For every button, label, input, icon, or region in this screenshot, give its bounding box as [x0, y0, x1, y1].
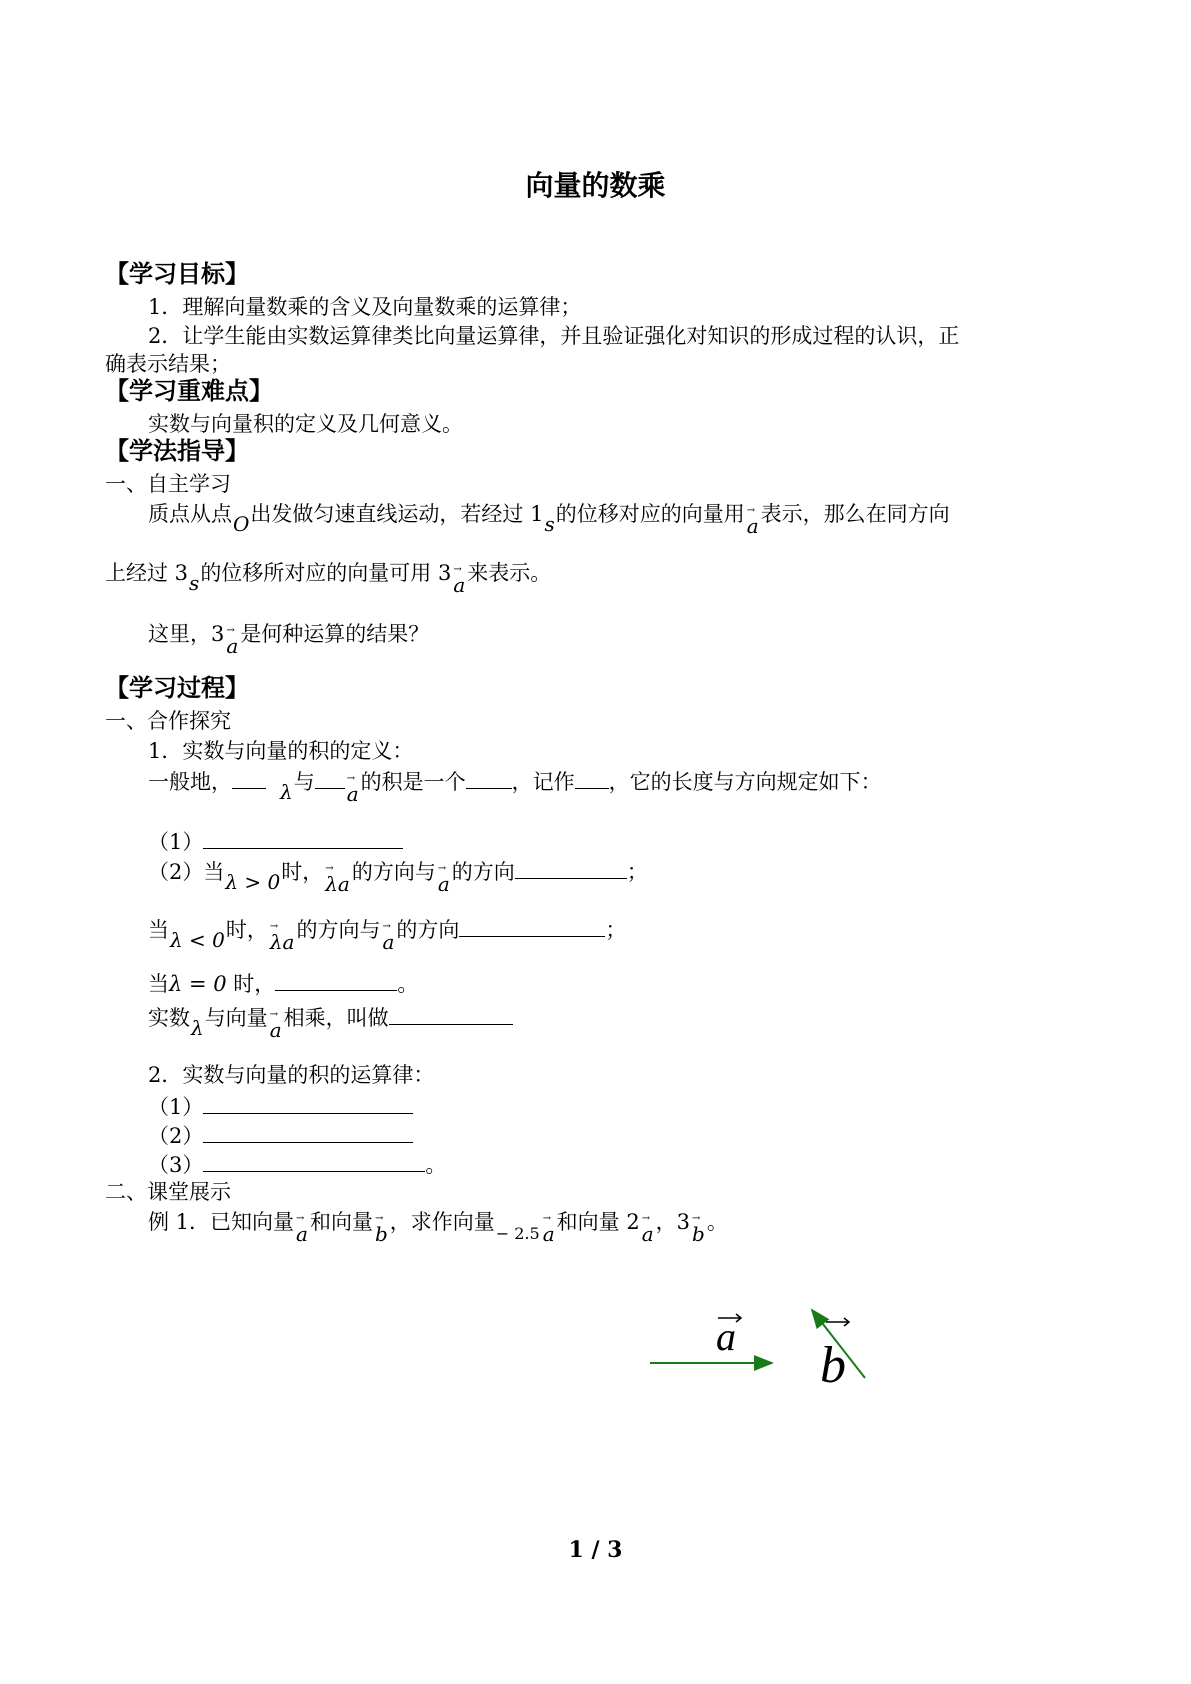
example-1	[148, 1208, 728, 1246]
key-points-heading: 【学习重难点】	[105, 377, 273, 405]
process-heading: 【学习过程】	[105, 674, 249, 702]
vector-a: → a	[382, 928, 394, 956]
unit-s: s	[544, 512, 555, 536]
text: 相乘，叫做	[283, 1006, 389, 1030]
page-number: 1 / 3	[568, 1537, 623, 1563]
vector-lambda-a: → λa	[270, 928, 295, 956]
rule-2	[148, 856, 648, 896]
rule-1	[148, 826, 403, 856]
text: （3）	[148, 1153, 204, 1177]
unit-s: s	[189, 571, 200, 595]
law-2	[148, 1120, 413, 1150]
rule-5	[148, 1002, 513, 1042]
text: 与	[293, 770, 315, 794]
text: 当	[148, 918, 169, 942]
blank[interactable]	[203, 1149, 425, 1172]
text: 。	[425, 1153, 447, 1177]
text: 的积是一个	[360, 770, 466, 794]
text: ，记作	[511, 770, 575, 794]
text: 和向量 2	[556, 1210, 640, 1234]
method-paragraph-1	[148, 500, 950, 538]
blank[interactable]	[232, 766, 266, 789]
goal-item-1: 1．理解向量数乘的含义及向量数乘的运算律；	[148, 295, 582, 319]
blank[interactable]	[315, 766, 345, 789]
blank[interactable]	[459, 914, 605, 937]
blank[interactable]	[515, 856, 627, 879]
text: 当	[148, 972, 169, 996]
method-paragraph-2	[105, 559, 552, 597]
text: 的方向与	[351, 860, 436, 884]
rule-3	[148, 914, 627, 954]
blank[interactable]	[275, 968, 397, 991]
vector-a: → a	[270, 1016, 282, 1044]
text: 时，	[225, 918, 268, 942]
vector-a: → a	[296, 1220, 308, 1248]
condition: λ < 0	[170, 928, 225, 952]
goal-item-2-cont: 确表示结果；	[105, 352, 231, 376]
text: （1）	[148, 830, 204, 854]
vector-a: → a	[453, 571, 465, 599]
text: 时，	[281, 860, 324, 884]
law-3	[148, 1149, 446, 1179]
page-title: 向量的数乘	[525, 169, 666, 202]
vector-b-label: b	[820, 1337, 846, 1394]
text: 的方向与	[296, 918, 381, 942]
text: 这里，3	[148, 622, 225, 646]
text: 的方向	[451, 860, 515, 884]
text: ；	[605, 918, 627, 942]
text: 质点从点	[148, 502, 232, 526]
vector-a-label: a	[716, 1314, 736, 1359]
lambda-symbol: λ	[280, 780, 293, 804]
classroom-subheading: 二、课堂展示	[105, 1180, 231, 1204]
key-points-text: 实数与向量积的定义及几何意义。	[148, 412, 463, 436]
condition: λ = 0	[169, 972, 227, 996]
text: 的位移所对应的向量可用 3	[200, 561, 452, 585]
method-heading: 【学法指导】	[105, 437, 249, 465]
text: （2）	[148, 1124, 204, 1148]
method-question	[148, 620, 430, 658]
cooperative-subheading: 一、合作探究	[105, 709, 231, 733]
vector-a: → a	[747, 512, 759, 540]
text: 实数	[148, 1006, 190, 1030]
text: 时，	[226, 972, 276, 996]
text: 的方向	[396, 918, 460, 942]
blank[interactable]	[203, 1120, 413, 1143]
lambda-symbol: λ	[191, 1016, 204, 1040]
text: ，求作向量	[389, 1210, 495, 1234]
law-title: 2．实数与向量的积的运算律：	[148, 1063, 435, 1087]
self-study-subheading: 一、自主学习	[105, 472, 231, 496]
text: 例 1．已知向量	[148, 1210, 295, 1234]
vector-b: → b	[375, 1220, 388, 1248]
goal-item-2: 2．让学生能由实数运算律类比向量运算律，并且验证强化对知识的形成过程的认识，正	[148, 324, 960, 348]
text: 与向量	[204, 1006, 268, 1030]
text: （2）当	[148, 860, 225, 884]
blank[interactable]	[203, 826, 403, 849]
blank[interactable]	[466, 766, 512, 789]
coefficient: − 2.5	[495, 1224, 540, 1243]
text: 是何种运算的结果？	[240, 622, 430, 646]
text: 的位移对应的向量用	[555, 502, 745, 526]
goals-heading: 【学习目标】	[105, 260, 249, 288]
vector-a: → a	[543, 1220, 555, 1248]
text: （1）	[148, 1095, 204, 1119]
text: 。	[397, 972, 419, 996]
text: ，它的长度与方向规定如下：	[608, 770, 882, 794]
text: 上经过 3	[105, 561, 189, 585]
blank[interactable]	[575, 766, 609, 789]
text: 。	[706, 1210, 728, 1234]
definition-sentence	[148, 766, 882, 806]
blank[interactable]	[389, 1002, 513, 1025]
text: 来表示。	[467, 561, 552, 585]
vector-a: → a	[438, 870, 450, 898]
vector-figure	[640, 1270, 880, 1400]
vector-b: → b	[692, 1220, 705, 1248]
text: 表示，那么在同方向	[760, 502, 950, 526]
point-o: O	[233, 512, 250, 536]
vector-a: → a	[347, 780, 359, 808]
text: 一般地，	[148, 770, 232, 794]
vector-a: → a	[226, 632, 238, 660]
text: 出发做匀速直线运动，若经过 1	[250, 502, 544, 526]
vector-lambda-a: → λa	[325, 870, 350, 898]
definition-title: 1．实数与向量的积的定义：	[148, 739, 414, 763]
text: 和向量	[309, 1210, 373, 1234]
vector-a: → a	[642, 1220, 654, 1248]
text: ；	[626, 860, 648, 884]
blank[interactable]	[203, 1091, 413, 1114]
law-1	[148, 1091, 413, 1121]
condition: λ > 0	[225, 870, 281, 894]
text: ，3	[655, 1210, 691, 1234]
rule-4	[148, 968, 418, 998]
